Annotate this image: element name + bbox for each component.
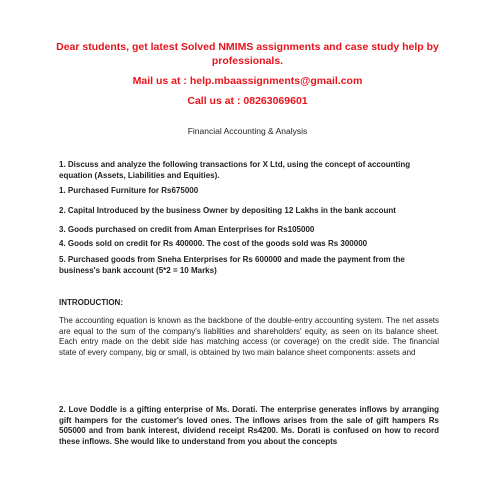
transaction-3: 3. Goods purchased on credit from Aman Enterprises for Rs105000	[59, 225, 315, 234]
promo-line-2: professionals.	[211, 55, 284, 67]
document-title: Financial Accounting & Analysis	[187, 126, 308, 136]
question-1-intro: 1. Discuss and analyze the following transactions for X Ltd, using the concept of accounting equation (Assets, Liabilities and Equities).	[59, 160, 411, 180]
promo-call: Call us at : 08263069601	[187, 95, 308, 107]
promo-mail: Mail us at : help.mbaassignments@gmail.com	[132, 75, 363, 87]
introduction-paragraph: The accounting equation is known as the backbone of the double-entry accounting system. The net assets are equal to the sum of the company's liabilities and shareholders' equity, as seen on its balance sheet. Each entry made on the debit side has matching access (or coverage) on the credit side. The financial state of every company, big or small, is obtained by two main balance sheet components: assets and	[59, 316, 439, 357]
transaction-2: 2. Capital Introduced by the business Owner by depositing 12 Lakhs in the bank account	[59, 206, 396, 215]
question-2-text: 2. Love Doddle is a gifting enterprise of Ms. Dorati. The enterprise generates inflows by arranging gift hampers for the customer's loved ones. The inflows arises from the sale of gift hampers Rs 505000 and from bank interest, dividend receipt Rs4200. Ms. Dorati is confused on how to record these inflows. She would like to understand from you about the concepts	[59, 405, 439, 446]
introduction-heading: INTRODUCTION:	[59, 298, 123, 307]
transaction-5: 5. Purchased goods from Sneha Enterprises for Rs 600000 and made the payment from the business's bank account (5*2 = 10 Marks)	[59, 255, 405, 275]
transaction-4: 4. Goods sold on credit for Rs 400000. The cost of the goods sold was Rs 300000	[59, 239, 368, 248]
promo-line-1: Dear students, get latest Solved NMIMS assignments and case study help by	[56, 41, 439, 53]
transaction-1: 1. Purchased Furniture for Rs675000	[59, 186, 199, 195]
